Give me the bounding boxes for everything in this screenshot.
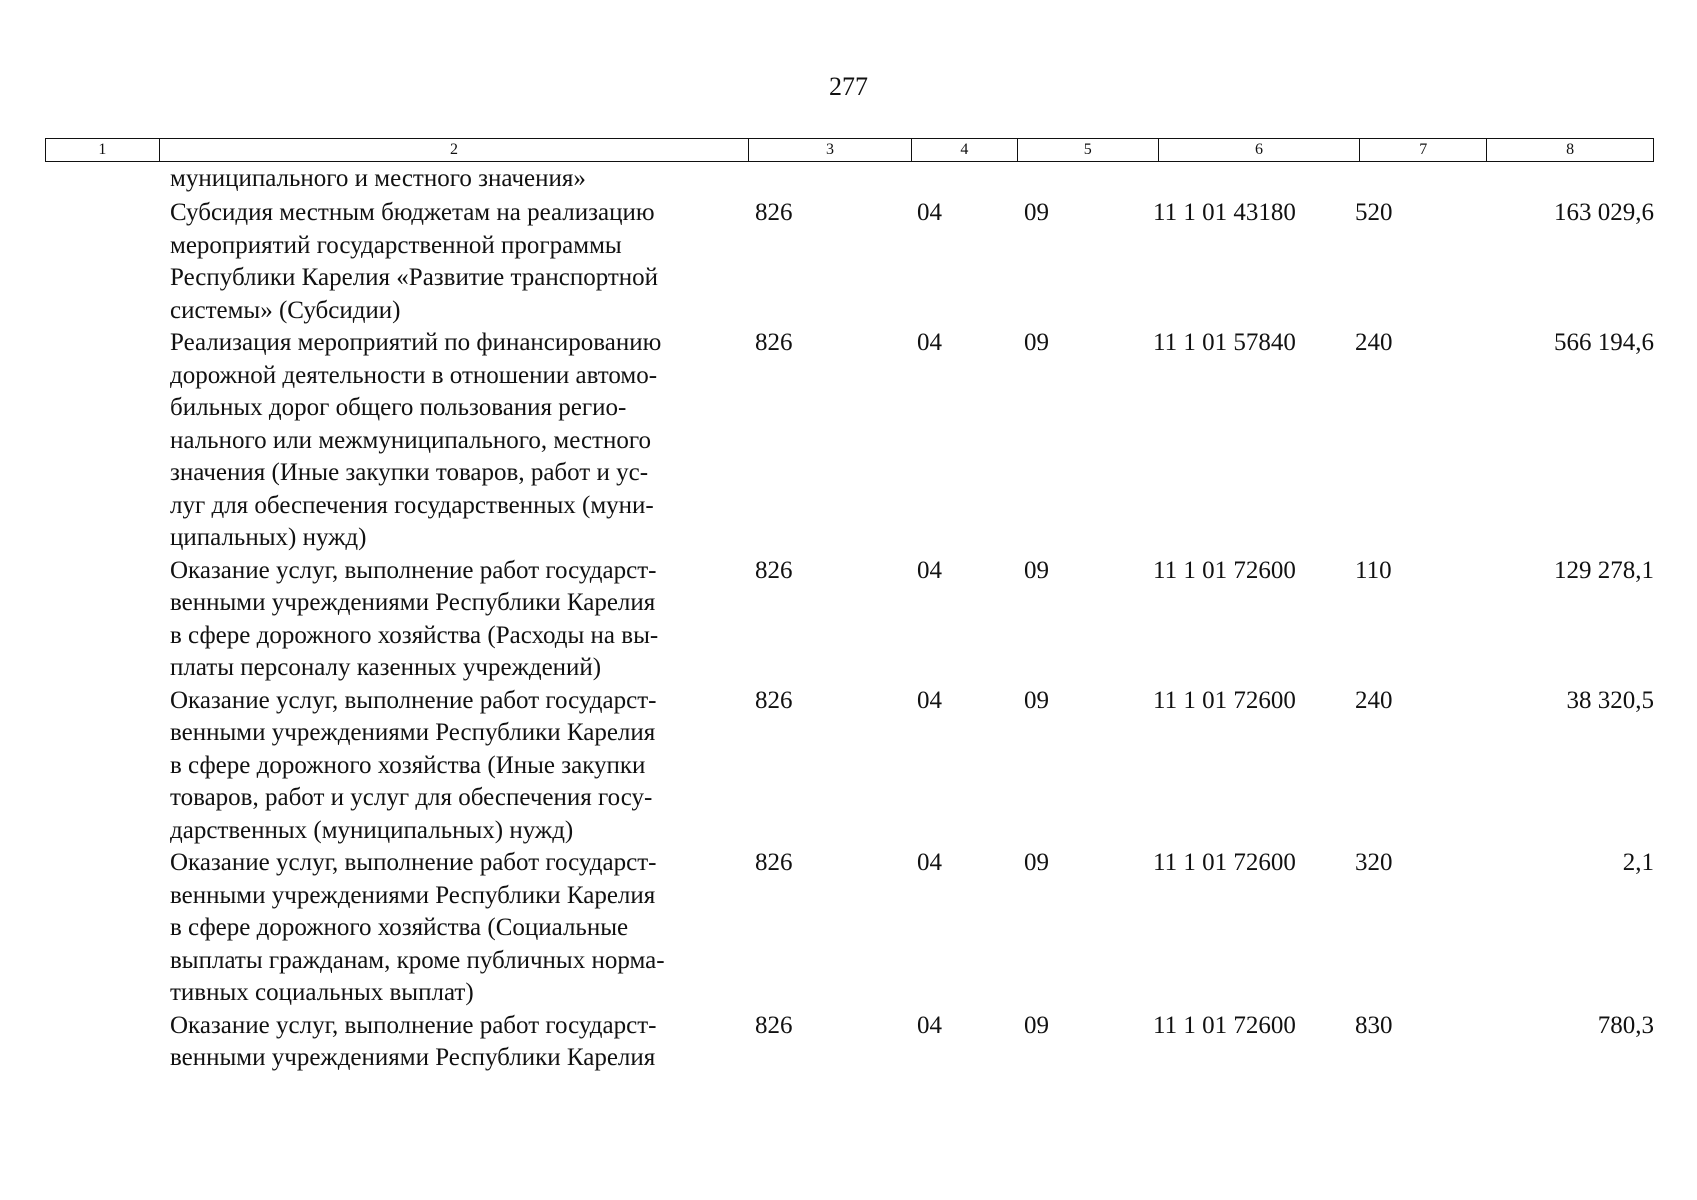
row-section: 04 bbox=[917, 199, 942, 226]
row-number-cell bbox=[45, 685, 170, 848]
row-name-line: Оказание услуг, выполнение работ государст- bbox=[170, 686, 657, 714]
row-name-line: в сфере дорожного хозяйства (Расходы на вы- bbox=[170, 621, 659, 649]
row-expense-type: 320 bbox=[1355, 849, 1393, 876]
row-grbs: 826 bbox=[755, 199, 793, 226]
row-subsection: 09 bbox=[1024, 686, 1049, 714]
table-row bbox=[45, 197, 1654, 327]
row-target-article: 11 1 01 72600 bbox=[1153, 849, 1296, 876]
row-section: 04 bbox=[917, 849, 942, 876]
table-row bbox=[45, 847, 1654, 1010]
row-amount: 566 194,6 bbox=[1554, 329, 1654, 356]
row-grbs: 826 bbox=[755, 1011, 793, 1039]
row-number-cell bbox=[45, 1010, 170, 1075]
row-name-line: Оказание услуг, выполнение работ государст- bbox=[170, 556, 657, 584]
row-name bbox=[170, 847, 755, 1010]
row-name-line: системы» (Субсидии) bbox=[170, 296, 401, 324]
table-row bbox=[45, 1010, 1654, 1075]
row-expense-type: 240 bbox=[1355, 686, 1393, 714]
header-col-2: 2 bbox=[160, 139, 749, 161]
row-expense-type: 110 bbox=[1355, 556, 1392, 584]
row-grbs: 826 bbox=[755, 849, 793, 876]
header-col-7: 7 bbox=[1360, 139, 1487, 161]
table-row bbox=[45, 555, 1654, 685]
header-col-4: 4 bbox=[912, 139, 1018, 161]
header-col-1: 1 bbox=[46, 139, 160, 161]
row-section: 04 bbox=[917, 1011, 942, 1039]
row-name-line: в сфере дорожного хозяйства (Социальные bbox=[170, 914, 629, 941]
row-name-line: Реализация мероприятий по финансированию bbox=[170, 329, 662, 356]
row-subsection: 09 bbox=[1024, 199, 1049, 226]
row-section: 04 bbox=[917, 686, 942, 714]
row-name bbox=[170, 197, 755, 327]
row-grbs: 826 bbox=[755, 329, 793, 356]
row-number-cell bbox=[45, 327, 170, 555]
row-name-line: дарственных (муниципальных) нужд) bbox=[170, 816, 574, 844]
row-name-line: Республики Карелия «Развитие транспортной bbox=[170, 264, 659, 291]
row-name-line: значения (Иные закупки товаров, работ и ус- bbox=[170, 459, 649, 486]
row-name-line: товаров, работ и услуг для обеспечения госу- bbox=[170, 784, 653, 811]
row-name bbox=[170, 555, 755, 685]
row-expense-type: 240 bbox=[1355, 329, 1393, 356]
row-name-line: Оказание услуг, выполнение работ государст- bbox=[170, 849, 657, 876]
row-target-article: 11 1 01 57840 bbox=[1153, 329, 1296, 356]
row-name-line: венными учреждениями Республики Карелия bbox=[170, 881, 656, 909]
row-target-article: 11 1 01 72600 bbox=[1153, 1011, 1296, 1039]
row-number-cell bbox=[45, 197, 170, 327]
table-header bbox=[45, 138, 1654, 162]
row-name-line: нального или межмуниципального, местного bbox=[170, 426, 651, 454]
row-amount: 163 029,6 bbox=[1554, 199, 1654, 226]
row-expense-type: 830 bbox=[1355, 1011, 1393, 1039]
row-target-article: 11 1 01 43180 bbox=[1153, 199, 1296, 226]
row-name-line: венными учреждениями Республики Карелия bbox=[170, 589, 656, 616]
page-number: 277 bbox=[829, 72, 868, 101]
row-amount: 2,1 bbox=[1622, 849, 1654, 876]
header-col-5: 5 bbox=[1018, 139, 1159, 161]
row-amount: 129 278,1 bbox=[1554, 556, 1654, 584]
row-name-line: дорожной деятельности в отношении автомо- bbox=[170, 361, 658, 389]
table-row bbox=[45, 685, 1654, 848]
row-name-line: венными учреждениями Республики Карелия bbox=[170, 719, 656, 746]
row-number-cell bbox=[45, 555, 170, 685]
row-name-line: Субсидия местным бюджетам на реализацию bbox=[170, 199, 655, 226]
row-name-line: мероприятий государственной программы bbox=[170, 231, 622, 259]
header-col-8: 8 bbox=[1566, 141, 1575, 158]
row-grbs: 826 bbox=[755, 686, 793, 714]
row-name bbox=[170, 327, 755, 555]
row-name bbox=[170, 1010, 755, 1075]
row-section: 04 bbox=[917, 556, 942, 584]
row-number-cell bbox=[45, 847, 170, 1010]
row-subsection: 09 bbox=[1024, 1011, 1049, 1039]
row-amount: 780,3 bbox=[1597, 1011, 1654, 1039]
row-name-line: платы персоналу казенных учреждений) bbox=[170, 654, 602, 681]
header-col-3: 3 bbox=[749, 139, 912, 161]
row-target-article: 11 1 01 72600 bbox=[1153, 556, 1296, 584]
row-subsection: 09 bbox=[1024, 556, 1049, 584]
table-row bbox=[45, 327, 1654, 555]
row-name-line: Оказание услуг, выполнение работ государст- bbox=[170, 1011, 657, 1039]
row-subsection: 09 bbox=[1024, 849, 1049, 876]
row-grbs: 826 bbox=[755, 556, 793, 584]
row-expense-type: 520 bbox=[1355, 199, 1393, 226]
row-subsection: 09 bbox=[1024, 329, 1049, 356]
row-name bbox=[170, 685, 755, 848]
row-name-line: венными учреждениями Республики Карелия bbox=[170, 1044, 656, 1071]
continuation-text: муниципального и местного значения» bbox=[170, 165, 586, 192]
row-name-line: выплаты гражданам, кроме публичных норма- bbox=[170, 946, 665, 974]
row-name-line: ципальных) нужд) bbox=[170, 524, 367, 551]
header-col-6: 6 bbox=[1159, 139, 1361, 161]
row-name-line: бильных дорог общего пользования регио- bbox=[170, 394, 627, 421]
table-body bbox=[45, 197, 1654, 1075]
row-target-article: 11 1 01 72600 bbox=[1153, 686, 1296, 714]
row-name-line: луг для обеспечения государственных (муни- bbox=[170, 491, 654, 519]
row-section: 04 bbox=[917, 329, 942, 356]
row-name-line: в сфере дорожного хозяйства (Иные закупки bbox=[170, 751, 646, 779]
row-amount: 38 320,5 bbox=[1566, 686, 1654, 714]
row-name-line: тивных социальных выплат) bbox=[170, 979, 474, 1006]
